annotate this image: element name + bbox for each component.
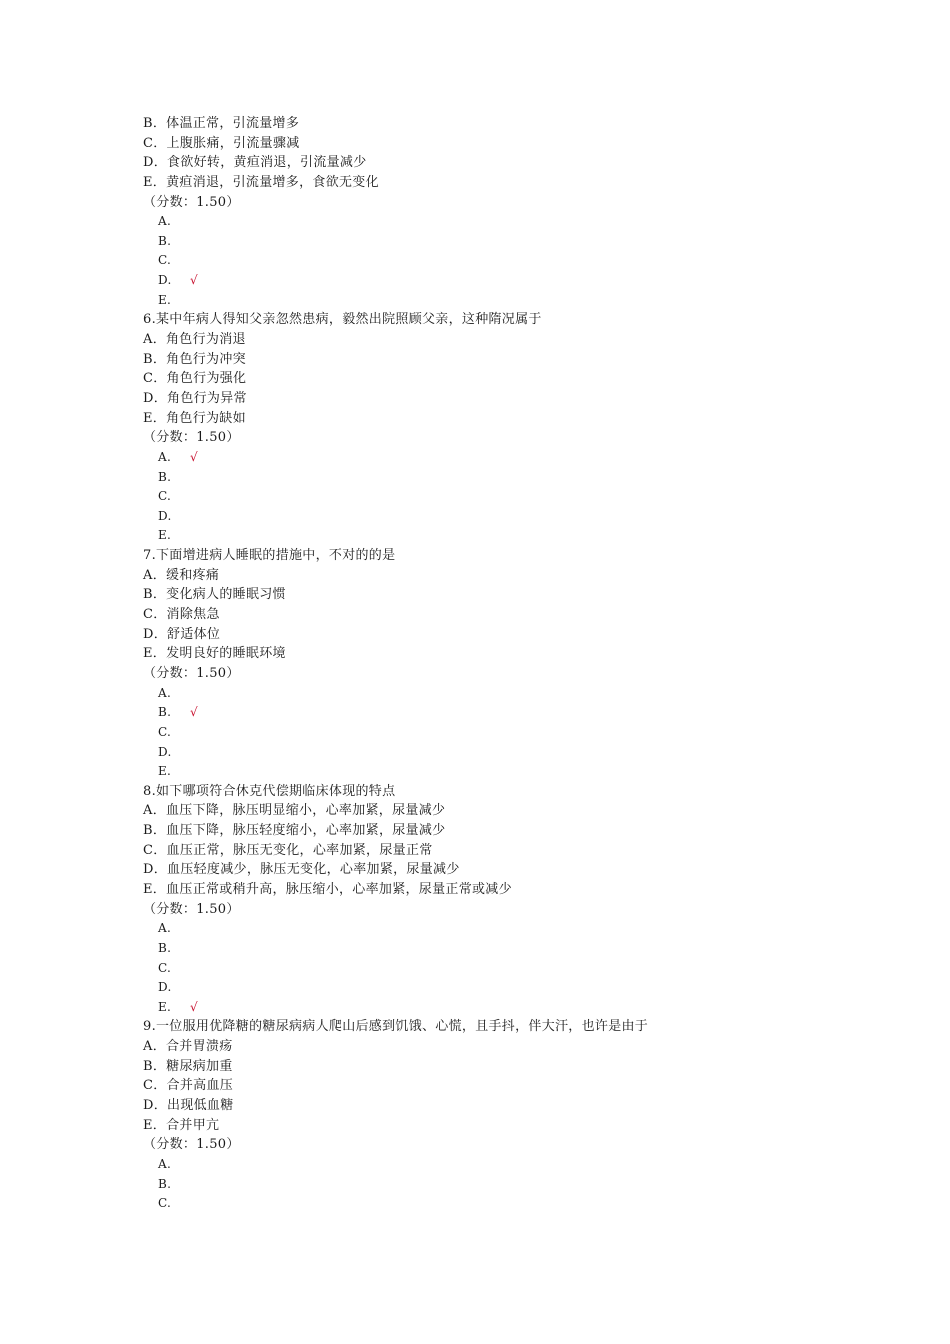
- option-line: [143, 625, 923, 645]
- score-line: [143, 900, 923, 920]
- option-line: [143, 1096, 923, 1116]
- option-line: [143, 880, 923, 900]
- line-text: E.: [158, 292, 172, 307]
- answer-choice: [143, 487, 923, 507]
- line-text: 8.如下哪项符合休克代偿期临床体现的特点: [143, 783, 396, 799]
- option-line: [143, 1076, 923, 1096]
- answer-choice: [143, 743, 923, 763]
- question-text: [143, 1017, 923, 1037]
- line-text: B．体温正常，引流量增多: [143, 116, 300, 131]
- answer-choice: [143, 684, 923, 704]
- line-text: E．发明良好的睡眠环境: [143, 646, 286, 662]
- line-text: A．合并胃溃疡: [143, 1039, 233, 1055]
- line-text: C.: [158, 1196, 172, 1211]
- question-text: [143, 546, 923, 566]
- line-text: D．食欲好转，黄疸消退，引流量减少: [143, 155, 367, 171]
- line-text: A.: [158, 1156, 172, 1171]
- line-text: A.: [158, 685, 172, 700]
- answer-choice: [143, 1175, 923, 1195]
- line-text: D．血压轻度减少，脉压无变化，心率加紧，尿量减少: [143, 862, 460, 878]
- line-text: B.: [158, 233, 172, 248]
- answer-choice: [143, 1194, 923, 1214]
- line-text: C．消除焦急: [143, 607, 220, 623]
- line-text: B．糖尿病加重: [143, 1058, 233, 1074]
- line-text: B．变化病人的睡眠习惯: [143, 587, 286, 603]
- score-line: [143, 428, 923, 448]
- answer-choice: [143, 703, 923, 723]
- option-line: [143, 801, 923, 821]
- line-text: D.: [158, 273, 172, 288]
- line-text: 6.某中年病人得知父亲忽然患病，毅然出院照顾父亲，这种隋况属于: [143, 312, 542, 328]
- answer-choice: [143, 959, 923, 979]
- line-text: B.: [158, 469, 172, 484]
- line-text: C．血压正常，脉压无变化，心率加紧，尿量正常: [143, 842, 433, 858]
- option-line: [143, 409, 923, 429]
- score-line: [143, 664, 923, 684]
- score-line: [143, 1135, 923, 1155]
- line-text: D.: [158, 744, 172, 759]
- line-text: D．角色行为异常: [143, 390, 247, 406]
- line-text: A．角色行为消退: [143, 332, 246, 348]
- correct-check-icon: √: [190, 705, 198, 720]
- option-line: [143, 821, 923, 841]
- line-text: B．角色行为冲突: [143, 351, 246, 367]
- answer-choice: [143, 998, 923, 1018]
- line-text: D.: [158, 980, 172, 995]
- option-line: [143, 1116, 923, 1136]
- answer-choice: [143, 978, 923, 998]
- line-text: A．缓和疼痛: [143, 567, 220, 583]
- option-line: [143, 1037, 923, 1057]
- option-line: [143, 389, 923, 409]
- line-text: C．角色行为强化: [143, 371, 247, 387]
- answer-choice: [143, 723, 923, 743]
- option-line: [143, 1057, 923, 1077]
- line-text: B.: [158, 940, 172, 955]
- answer-choice: [143, 271, 923, 291]
- answer-choice: [143, 212, 923, 232]
- question-text: [143, 782, 923, 802]
- line-text: 9.一位服用优降糖的糖尿病病人爬山后感到饥饿、心慌，且手抖，伴大汗，也许是由于: [143, 1019, 649, 1035]
- answer-choice: [143, 939, 923, 959]
- line-text: C.: [158, 489, 172, 504]
- line-text: B．血压下降，脉压轻度缩小，心率加紧，尿量减少: [143, 823, 446, 839]
- line-text: E．黄疸消退，引流量增多，食欲无变化: [143, 174, 379, 190]
- option-line: [143, 566, 923, 586]
- line-text: B.: [158, 1176, 172, 1191]
- answer-choice: [143, 1155, 923, 1175]
- line-text: （分数：1.50）: [143, 665, 240, 681]
- question-text: [143, 310, 923, 330]
- option-line: [143, 644, 923, 664]
- line-text: A.: [158, 921, 172, 936]
- line-text: A．血压下降，脉压明显缩小，心率加紧，尿量减少: [143, 803, 446, 819]
- answer-choice: [143, 507, 923, 527]
- line-text: D．出现低血糖: [143, 1098, 234, 1114]
- option-line: [143, 350, 923, 370]
- answer-choice: [143, 232, 923, 252]
- line-text: E．角色行为缺如: [143, 410, 246, 426]
- option-line: [143, 134, 923, 154]
- line-text: E．合并甲亢: [143, 1117, 220, 1133]
- option-line: [143, 330, 923, 350]
- correct-check-icon: √: [190, 999, 198, 1014]
- option-line: [143, 605, 923, 625]
- answer-choice: [143, 919, 923, 939]
- answer-choice: [143, 526, 923, 546]
- line-text: （分数：1.50）: [143, 1137, 240, 1153]
- line-text: C．上腹胀痛，引流量骤减: [143, 135, 300, 151]
- line-text: C．合并高血压: [143, 1078, 234, 1094]
- option-line: [143, 114, 923, 134]
- option-line: [143, 173, 923, 193]
- answer-choice: [143, 762, 923, 782]
- line-text: B.: [158, 705, 172, 720]
- option-line: [143, 153, 923, 173]
- line-text: 7.下面增进病人睡眠的措施中，不对的的是: [143, 548, 396, 564]
- line-text: D．舒适体位: [143, 626, 221, 642]
- line-text: E.: [158, 528, 172, 543]
- document-page: [143, 114, 923, 1214]
- line-text: E.: [158, 999, 172, 1014]
- line-text: A.: [158, 214, 172, 229]
- answer-choice: [143, 448, 923, 468]
- answer-choice: [143, 251, 923, 271]
- line-text: E．血压正常或稍升高，脉压缩小，心率加紧，尿量正常或减少: [143, 881, 512, 897]
- line-text: C.: [158, 960, 172, 975]
- answer-choice: [143, 468, 923, 488]
- line-text: （分数：1.50）: [143, 430, 240, 446]
- option-line: [143, 860, 923, 880]
- answer-choice: [143, 291, 923, 311]
- option-line: [143, 369, 923, 389]
- line-text: E.: [158, 764, 172, 779]
- score-line: [143, 193, 923, 213]
- line-text: D.: [158, 508, 172, 523]
- line-text: A.: [158, 449, 172, 464]
- option-line: [143, 585, 923, 605]
- line-text: （分数：1.50）: [143, 194, 240, 210]
- line-text: C.: [158, 253, 172, 268]
- line-text: （分数：1.50）: [143, 901, 240, 917]
- correct-check-icon: √: [190, 449, 198, 464]
- line-text: C.: [158, 724, 172, 739]
- correct-check-icon: √: [190, 273, 198, 288]
- option-line: [143, 841, 923, 861]
